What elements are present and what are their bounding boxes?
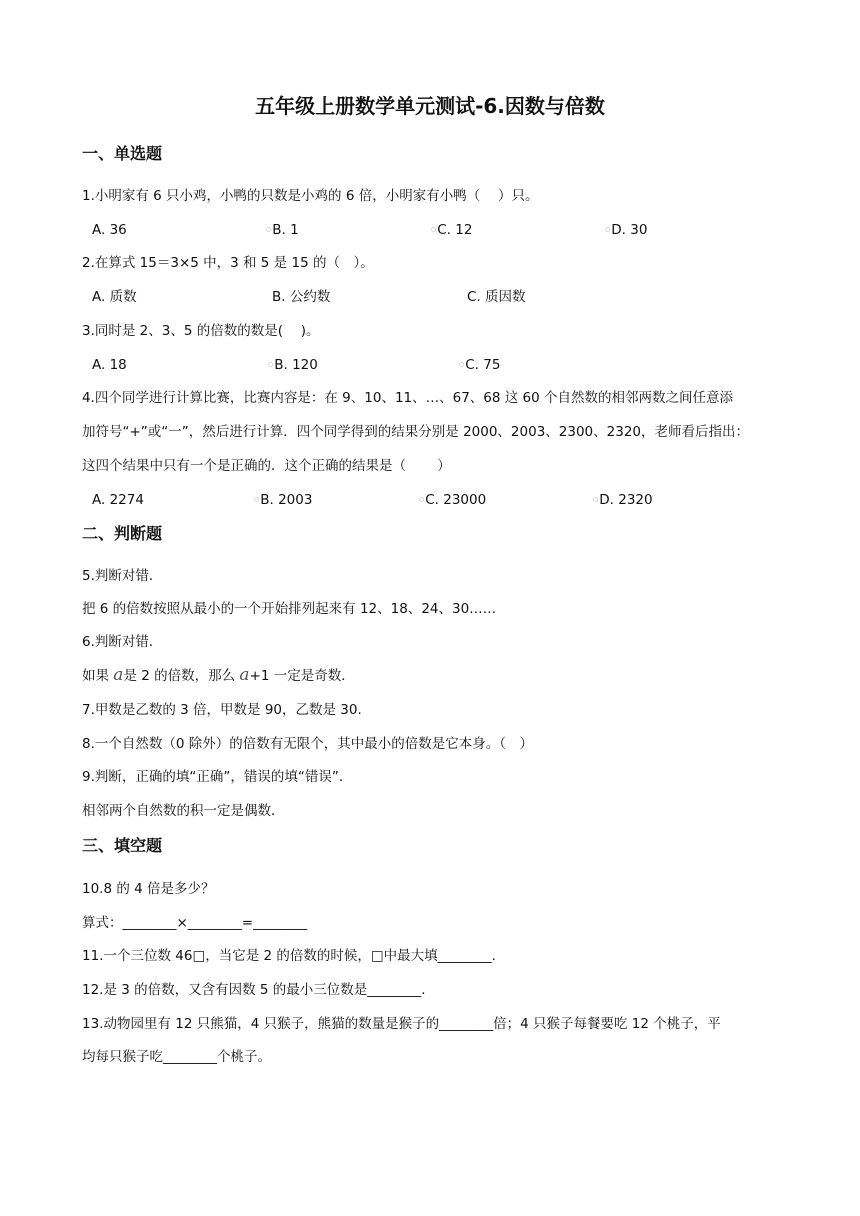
option-b: B. 公约数 bbox=[272, 289, 331, 305]
option-c: ○C. 75 bbox=[459, 357, 501, 373]
option-b: ○B. 1 bbox=[266, 222, 299, 238]
question-10-line-1: 10.8 的 4 倍是多少？ bbox=[82, 881, 215, 897]
option-d: ○D. 2320 bbox=[593, 492, 653, 508]
question-9-line-1: 9.判断，正确的填“正确”，错误的填“错误”． bbox=[82, 769, 353, 785]
page-title: 五年级上册数学单元测试-6.因数与倍数 bbox=[255, 94, 605, 118]
question-8: 8.一个自然数（0 除外）的倍数有无限个，其中最小的倍数是它本身。（ ） bbox=[82, 736, 534, 752]
question-4-line-2: 加符号“+”或“一”，然后进行计算．四个同学得到的结果分别是 2000、2003、2300、2320，老师看后指出： bbox=[82, 424, 750, 440]
section-heading-single-choice: 一、单选题 bbox=[82, 144, 163, 163]
question-5-line-1: 5.判断对错． bbox=[82, 568, 163, 584]
question-13-line-1: 13.动物园里有 12 只熊猫，4 只猴子，熊猫的数量是猴子的________倍；4 只猴子每餐要吃 12 个桃子，平 bbox=[82, 1016, 721, 1032]
option-a: A. 2274 bbox=[92, 492, 144, 508]
question-13-line-2: 均每只猴子吃________个桃子。 bbox=[82, 1049, 271, 1065]
question-6-line-1: 6.判断对错． bbox=[82, 634, 163, 650]
option-a: A. 36 bbox=[92, 222, 127, 238]
option-b: ○B. 120 bbox=[268, 357, 318, 373]
option-c: ○C. 23000 bbox=[419, 492, 487, 508]
question-6-line-2: 如果 a是 2 的倍数，那么 a+1 一定是奇数． bbox=[82, 665, 355, 685]
option-a: A. 18 bbox=[92, 357, 127, 373]
question-4-line-1: 4.四个同学进行计算比赛，比赛内容是：在 9、10、11、…、67、68 这 60 个自然数的相邻两数之间任意添 bbox=[82, 390, 734, 406]
question-11: 11.一个三位数 46□，当它是 2 的倍数的时候，□中最大填________. bbox=[82, 948, 496, 964]
section-heading-true-false: 二、判断题 bbox=[82, 524, 163, 543]
question-5-line-2: 把 6 的倍数按照从最小的一个开始排列起来有 12、18、24、30…… bbox=[82, 601, 497, 617]
option-c: ○C. 12 bbox=[431, 222, 473, 238]
section-heading-fill-blank: 三、填空题 bbox=[82, 836, 163, 855]
question-10-line-2: 算式：________×________=________ bbox=[82, 915, 308, 931]
variable-a: a bbox=[239, 665, 250, 685]
question-12: 12.是 3 的倍数，又含有因数 5 的最小三位数是________. bbox=[82, 982, 426, 998]
question-2: 2.在算式 15＝3×5 中，3 和 5 是 15 的（ ）。 bbox=[82, 255, 374, 271]
question-7: 7.甲数是乙数的 3 倍，甲数是 90，乙数是 30. bbox=[82, 702, 362, 718]
option-b: ○B. 2003 bbox=[254, 492, 313, 508]
question-4-line-3: 这四个结果中只有一个是正确的．这个正确的结果是（ ） bbox=[82, 458, 451, 474]
option-c: C. 质因数 bbox=[467, 289, 526, 305]
question-3: 3.同时是 2、3、5 的倍数的数是( )。 bbox=[82, 323, 320, 339]
option-d: ○D. 30 bbox=[605, 222, 648, 238]
question-9-line-2: 相邻两个自然数的积一定是偶数． bbox=[82, 803, 285, 819]
variable-a: a bbox=[113, 665, 124, 685]
question-1: 1.小明家有 6 只小鸡，小鸭的只数是小鸡的 6 倍，小明家有小鸭（ ）只。 bbox=[82, 188, 539, 204]
option-a: A. 质数 bbox=[92, 289, 137, 305]
